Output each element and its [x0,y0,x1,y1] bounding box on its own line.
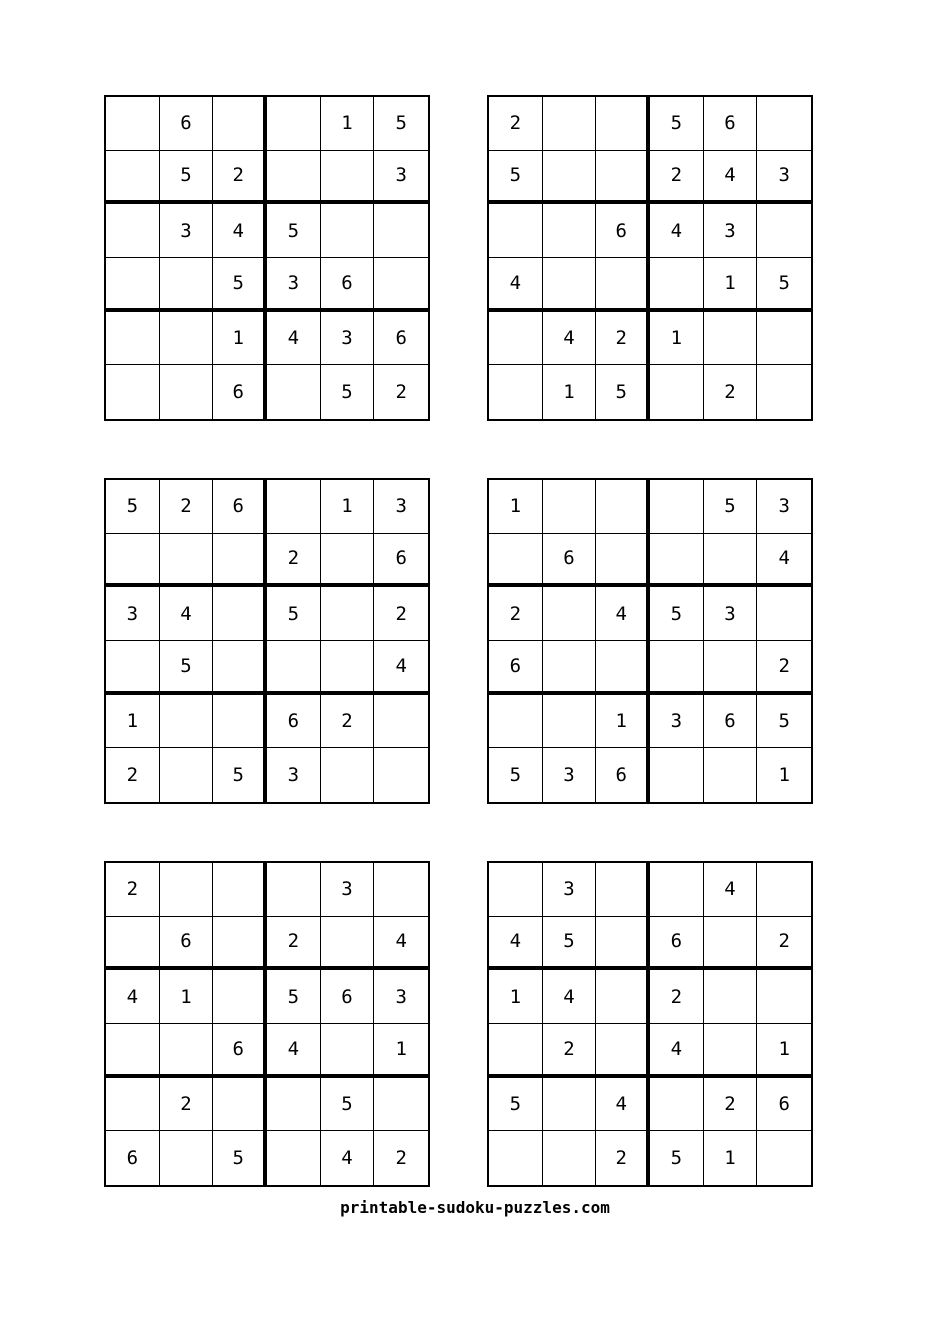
sudoku-cell[interactable]: 6 [321,970,375,1024]
sudoku-cell[interactable] [321,534,375,588]
sudoku-cell[interactable] [704,641,758,695]
sudoku-cell[interactable] [596,1024,650,1078]
sudoku-cell[interactable] [374,863,428,917]
sudoku-cell[interactable] [213,534,267,588]
sudoku-cell[interactable] [374,1078,428,1132]
sudoku-cell[interactable] [757,970,811,1024]
sudoku-cell[interactable]: 3 [374,970,428,1024]
sudoku-cell[interactable]: 6 [489,641,543,695]
sudoku-cell[interactable]: 6 [160,917,214,971]
sudoku-cell[interactable] [106,151,160,205]
sudoku-cell[interactable]: 1 [106,695,160,749]
sudoku-cell[interactable] [489,695,543,749]
sudoku-cell[interactable] [543,1131,597,1185]
sudoku-cell[interactable] [267,863,321,917]
sudoku-cell[interactable]: 4 [543,970,597,1024]
sudoku-cell[interactable] [650,534,704,588]
sudoku-cell[interactable]: 2 [650,970,704,1024]
sudoku-cell[interactable] [213,1078,267,1132]
sudoku-cell[interactable]: 5 [160,641,214,695]
sudoku-cell[interactable] [489,1131,543,1185]
sudoku-cell[interactable] [321,204,375,258]
sudoku-cell[interactable]: 3 [160,204,214,258]
sudoku-cell[interactable]: 3 [267,258,321,312]
sudoku-cell[interactable]: 2 [267,917,321,971]
sudoku-cell[interactable] [650,748,704,802]
sudoku-cell[interactable] [489,534,543,588]
sudoku-cell[interactable]: 3 [650,695,704,749]
sudoku-cell[interactable] [374,258,428,312]
sudoku-cell[interactable]: 5 [543,917,597,971]
sudoku-cell[interactable] [757,863,811,917]
sudoku-cell[interactable] [321,151,375,205]
sudoku-cell[interactable]: 5 [267,587,321,641]
sudoku-cell[interactable] [596,534,650,588]
sudoku-cell[interactable] [543,97,597,151]
sudoku-cell[interactable] [704,748,758,802]
sudoku-cell[interactable]: 4 [321,1131,375,1185]
sudoku-cell[interactable]: 1 [321,480,375,534]
sudoku-puzzle-4 [487,478,813,804]
sudoku-cell[interactable]: 3 [543,748,597,802]
sudoku-cell[interactable] [650,258,704,312]
sudoku-cell[interactable]: 2 [395,1147,407,1170]
sudoku-cell[interactable]: 6 [374,534,428,588]
sudoku-cell[interactable]: 6 [596,204,650,258]
sudoku-cell[interactable]: 5 [213,748,267,802]
sudoku-cell[interactable]: 5 [489,151,543,205]
sudoku-cell[interactable]: 3 [543,863,597,917]
sudoku-cell[interactable]: 5 [704,480,758,534]
sudoku-cell[interactable] [757,204,811,258]
sudoku-cell[interactable] [160,748,214,802]
sudoku-cell[interactable]: 6 [650,917,704,971]
sudoku-cell[interactable] [543,641,597,695]
sudoku-cell[interactable] [106,312,160,366]
sudoku-cell[interactable]: 1 [374,1024,428,1078]
sudoku-cell[interactable]: 6 [704,695,758,749]
sudoku-cell[interactable] [543,1078,597,1132]
sudoku-cell[interactable]: 1 [321,97,375,151]
sudoku-cell[interactable]: 6 [704,97,758,151]
sudoku-cell[interactable]: 2 [106,748,160,802]
sudoku-cell[interactable] [321,748,375,802]
sudoku-cell[interactable] [596,641,650,695]
sudoku-cell[interactable]: 3 [374,480,428,534]
sudoku-cell[interactable]: 2 [267,534,321,588]
sudoku-cell[interactable]: 2 [704,365,758,419]
sudoku-cell[interactable]: 3 [704,587,758,641]
sudoku-cell[interactable]: 1 [650,312,704,366]
sudoku-cell[interactable]: 4 [596,587,650,641]
sudoku-cell[interactable] [650,480,704,534]
site-footer-text: printable-sudoku-puzzles.com [340,1198,610,1217]
sudoku-cell[interactable]: 1 [778,764,790,787]
sudoku-cell[interactable]: 5 [757,695,811,749]
sudoku-cell[interactable]: 5 [757,258,811,312]
sudoku-cell[interactable] [106,1024,160,1078]
sudoku-cell[interactable] [489,365,543,419]
sudoku-cell[interactable]: 2 [757,641,811,695]
sudoku-cell[interactable]: 5 [267,204,321,258]
sudoku-cell[interactable]: 5 [106,480,160,534]
sudoku-cell[interactable]: 2 [160,1078,214,1132]
sudoku-cell[interactable]: 1 [543,365,597,419]
sudoku-cell[interactable] [543,695,597,749]
sudoku-cell[interactable] [757,587,811,641]
sudoku-cell[interactable] [106,1078,160,1132]
sudoku-cell[interactable]: 3 [267,748,321,802]
sudoku-cell[interactable]: 6 [267,695,321,749]
sudoku-cell[interactable] [704,917,758,971]
sudoku-cell[interactable] [213,970,267,1024]
sudoku-cell[interactable] [596,863,650,917]
sudoku-cell[interactable]: 1 [489,480,543,534]
sudoku-cell[interactable] [543,204,597,258]
sudoku-cell[interactable] [106,534,160,588]
sudoku-cell[interactable] [704,312,758,366]
sudoku-cell[interactable] [374,695,428,749]
sudoku-cell[interactable]: 2 [704,1078,758,1132]
sudoku-cell[interactable]: 3 [757,151,811,205]
sudoku-cell[interactable]: 2 [374,587,428,641]
sudoku-cell[interactable]: 1 [757,1024,811,1078]
sudoku-cell[interactable] [374,204,428,258]
sudoku-cell[interactable]: 5 [321,1078,375,1132]
sudoku-cell[interactable] [489,312,543,366]
sudoku-cell[interactable] [543,480,597,534]
sudoku-cell[interactable]: 5 [650,587,704,641]
sudoku-cell[interactable]: 6 [596,748,650,802]
sudoku-cell[interactable]: 2 [650,151,704,205]
sudoku-cell[interactable] [267,641,321,695]
sudoku-cell[interactable] [650,641,704,695]
sudoku-cell[interactable]: 6 [213,1024,267,1078]
sudoku-cell[interactable]: 2 [489,97,543,151]
sudoku-puzzle-6 [487,861,813,1187]
sudoku-cell[interactable] [321,587,375,641]
sudoku-cell[interactable]: 3 [704,204,758,258]
sudoku-cell[interactable]: 2 [213,151,267,205]
sudoku-cell[interactable] [160,1131,214,1185]
sudoku-cell[interactable]: 3 [321,312,375,366]
sudoku-cell[interactable] [757,365,811,419]
sudoku-cell[interactable]: 2 [543,1024,597,1078]
sudoku-cell[interactable]: 3 [374,151,428,205]
sudoku-cell[interactable] [213,97,267,151]
sudoku-cell[interactable]: 3 [106,587,160,641]
sudoku-cell[interactable] [650,863,704,917]
sudoku-puzzle-3 [104,478,430,804]
sudoku-cell[interactable] [106,258,160,312]
sudoku-cell[interactable] [213,641,267,695]
sudoku-cell[interactable] [704,534,758,588]
sudoku-cell[interactable] [160,695,214,749]
sudoku-cell[interactable]: 1 [596,695,650,749]
sudoku-cell[interactable]: 4 [543,312,597,366]
sudoku-puzzle-5 [104,861,430,1187]
sudoku-cell[interactable]: 1 [704,258,758,312]
sudoku-cell[interactable] [704,1024,758,1078]
sudoku-cell[interactable]: 2 [489,587,543,641]
sudoku-cell[interactable]: 4 [213,204,267,258]
sudoku-cell[interactable]: 4 [267,312,321,366]
sudoku-cell[interactable] [106,365,160,419]
sudoku-cell[interactable] [489,204,543,258]
sudoku-cell[interactable]: 5 [160,151,214,205]
sudoku-cell[interactable] [213,863,267,917]
sudoku-cell[interactable]: 4 [704,151,758,205]
sudoku-puzzle-1 [104,95,430,421]
sudoku-cell[interactable] [596,151,650,205]
sudoku-cell[interactable]: 4 [596,1078,650,1132]
sudoku-cell[interactable]: 6 [213,480,267,534]
sudoku-cell[interactable] [267,1078,321,1132]
sudoku-cell[interactable]: 5 [213,1131,267,1185]
sudoku-cell[interactable] [160,863,214,917]
sudoku-cell[interactable] [650,365,704,419]
sudoku-cell[interactable] [160,534,214,588]
sudoku-cell[interactable] [543,151,597,205]
sudoku-cell[interactable] [374,748,428,802]
sudoku-cell[interactable] [650,1078,704,1132]
sudoku-cell[interactable]: 4 [650,204,704,258]
sudoku-cell[interactable]: 4 [267,1024,321,1078]
sudoku-cell[interactable] [489,863,543,917]
sudoku-cell[interactable]: 5 [321,365,375,419]
sudoku-cell[interactable] [596,97,650,151]
sudoku-cell[interactable]: 4 [489,917,543,971]
sudoku-cell[interactable] [213,917,267,971]
sudoku-cell[interactable] [757,1131,811,1185]
sudoku-cell[interactable] [596,970,650,1024]
sudoku-cell[interactable]: 5 [489,748,543,802]
sudoku-cell[interactable]: 4 [704,863,758,917]
sudoku-cell[interactable]: 2 [395,381,407,404]
sudoku-cell[interactable]: 5 [213,258,267,312]
sudoku-cell[interactable]: 5 [374,97,428,151]
sudoku-cell[interactable] [757,312,811,366]
sudoku-cell[interactable] [160,312,214,366]
sudoku-cell[interactable]: 1 [160,970,214,1024]
sudoku-cell[interactable]: 2 [160,480,214,534]
sudoku-cell[interactable] [106,204,160,258]
sudoku-cell[interactable]: 4 [106,970,160,1024]
sudoku-cell[interactable]: 2 [106,863,160,917]
sudoku-cell[interactable] [160,1024,214,1078]
sudoku-cell[interactable] [321,641,375,695]
sudoku-cell[interactable]: 1 [213,312,267,366]
sudoku-cell[interactable]: 6 [543,534,597,588]
sudoku-cell[interactable]: 5 [596,365,650,419]
sudoku-cell[interactable] [543,258,597,312]
sudoku-cell[interactable] [596,258,650,312]
sudoku-cell[interactable] [106,917,160,971]
sudoku-cell[interactable]: 6 [321,258,375,312]
sudoku-cell[interactable] [267,480,321,534]
sudoku-puzzle-2 [487,95,813,421]
sudoku-cell[interactable] [213,587,267,641]
sudoku-cell[interactable] [321,1024,375,1078]
sudoku-cell[interactable] [267,365,321,419]
sudoku-cell[interactable]: 1 [704,1131,758,1185]
sudoku-cell[interactable]: 4 [374,917,428,971]
sudoku-cell[interactable] [489,1024,543,1078]
sudoku-cell[interactable]: 4 [374,641,428,695]
sudoku-cell[interactable]: 1 [489,970,543,1024]
sudoku-cell[interactable] [704,970,758,1024]
sudoku-cell[interactable]: 6 [160,97,214,151]
sudoku-cell[interactable]: 5 [650,1131,704,1185]
sudoku-cell[interactable] [543,587,597,641]
sudoku-cell[interactable]: 3 [757,480,811,534]
sudoku-cell[interactable] [106,641,160,695]
sudoku-cell[interactable] [267,97,321,151]
sudoku-cell[interactable] [267,151,321,205]
sudoku-cell[interactable]: 6 [106,1131,160,1185]
sudoku-cell[interactable]: 2 [757,917,811,971]
sudoku-cell[interactable]: 2 [321,695,375,749]
sudoku-cell[interactable] [267,1131,321,1185]
sudoku-cell[interactable] [757,97,811,151]
sudoku-cell[interactable]: 4 [160,587,214,641]
sudoku-cell[interactable]: 3 [321,863,375,917]
sudoku-cell[interactable]: 4 [489,258,543,312]
sudoku-cell[interactable]: 5 [267,970,321,1024]
sudoku-cell[interactable] [596,480,650,534]
sudoku-cell[interactable] [321,917,375,971]
sudoku-cell[interactable]: 2 [596,1131,650,1185]
sudoku-cell[interactable] [596,917,650,971]
sudoku-cell[interactable]: 6 [757,1078,811,1132]
sudoku-cell[interactable] [106,97,160,151]
sudoku-cell[interactable] [160,365,214,419]
sudoku-cell[interactable]: 5 [650,97,704,151]
sudoku-cell[interactable] [160,258,214,312]
sudoku-cell[interactable]: 4 [757,534,811,588]
sudoku-cell[interactable]: 6 [213,365,267,419]
sudoku-cell[interactable]: 4 [650,1024,704,1078]
sudoku-cell[interactable]: 6 [374,312,428,366]
sudoku-cell[interactable]: 2 [596,312,650,366]
sudoku-cell[interactable]: 5 [489,1078,543,1132]
sudoku-cell[interactable] [213,695,267,749]
